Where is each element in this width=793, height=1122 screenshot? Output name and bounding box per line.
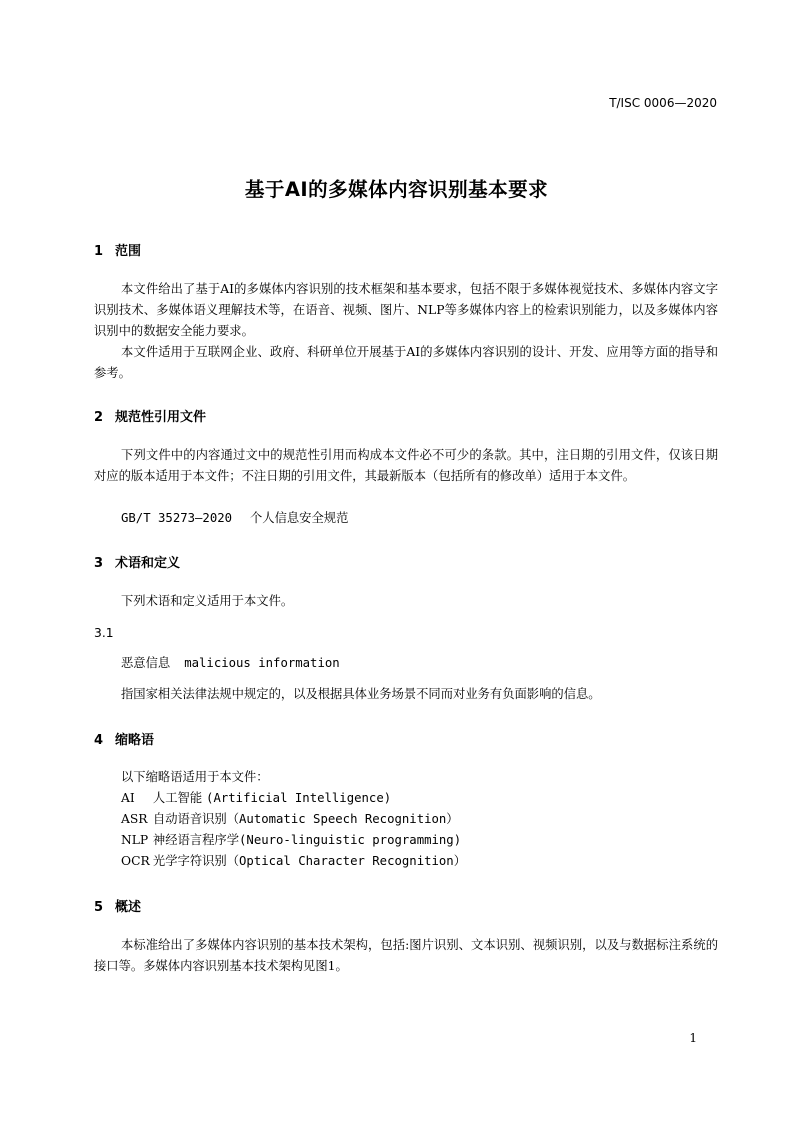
section-number: 2	[94, 410, 104, 425]
section-number: 5	[94, 900, 104, 915]
abbreviation-code: ASR	[121, 812, 148, 826]
abbreviation-chinese: 人工智能	[152, 791, 203, 805]
references-paragraph: 下列文件中的内容通过文中的规范性引用而构成本文件必不可少的条款。其中，注日期的引用文件，仅该日期对应的版本适用于本文件；不注日期的引用文件，其最新版本（包括所有的修改单）适用于本文件。	[94, 448, 718, 483]
term-english: malicious information	[184, 656, 340, 670]
section-heading-scope	[94, 240, 141, 259]
section-title: 规范性引用文件	[115, 410, 207, 425]
term-number: 3.1	[94, 626, 114, 640]
reference-title: 个人信息安全规范	[249, 511, 349, 525]
scope-paragraph-2: 本文件适用于互联网企业、政府、科研单位开展基于AI的多媒体内容识别的设计、开发、应用等方面的指导和参考。	[94, 345, 718, 380]
terms-intro: 下列术语和定义适用于本文件。	[121, 594, 294, 608]
section-number: 3	[94, 556, 104, 571]
section-title: 概述	[115, 900, 142, 915]
abbreviation-english: (Neuro-linguistic programming)	[239, 833, 462, 847]
overview-paragraph: 本标准给出了多媒体内容识别的基本技术架构，包括:图片识别、文本识别、视频识别，以及与数据标注系统的接口等。多媒体内容识别基本技术架构见图1。	[94, 938, 718, 973]
section-heading-abbreviations	[94, 729, 154, 748]
term-chinese: 恶意信息	[121, 656, 171, 670]
abbreviation-item	[121, 788, 391, 809]
abbreviation-chinese: 光学字符识别	[152, 854, 227, 868]
term-entry	[121, 653, 340, 674]
abbreviation-code: AI	[121, 791, 135, 805]
abbreviation-english: (Artificial Intelligence)	[206, 791, 392, 805]
scope-paragraph-1: 本文件给出了基于AI的多媒体内容识别的技术框架和基本要求，包括不限于多媒体视觉技术、多媒体内容文字识别技术、多媒体语义理解技术等，在语音、视频、图片、NLP等多媒体内容上的检索识别能力，以及多媒体内容识别中的数据安全能力要求。	[94, 282, 718, 338]
section-number: 4	[94, 733, 104, 748]
page-number: 1	[689, 1031, 697, 1045]
document-code: T/ISC 0006—2020	[609, 96, 717, 110]
abbreviation-item	[121, 851, 466, 872]
section-heading-normative-references	[94, 406, 206, 425]
section-heading-overview	[94, 896, 141, 915]
section-heading-terms	[94, 552, 180, 571]
abbreviation-chinese: 神经语言程序学	[152, 833, 240, 847]
term-definition: 指国家相关法律法规中规定的，以及根据具体业务场景不同而对业务有负面影响的信息。	[121, 687, 601, 701]
section-title: 术语和定义	[115, 556, 181, 571]
section-title: 范围	[115, 244, 142, 259]
abbreviation-code: OCR	[121, 854, 150, 868]
abbreviation-chinese: 自动语音识别	[152, 812, 227, 826]
reference-code: GB/T 35273—2020	[121, 511, 233, 525]
reference-entry	[121, 508, 348, 529]
document-title: 基于AI的多媒体内容识别基本要求	[244, 178, 549, 201]
abbreviation-english: （Automatic Speech Recognition）	[226, 812, 459, 826]
section-number: 1	[94, 244, 104, 259]
abbreviation-english: （Optical Character Recognition）	[226, 854, 467, 868]
section-title: 缩略语	[115, 733, 155, 748]
abbreviation-item	[121, 809, 459, 830]
abbreviations-intro: 以下缩略语适用于本文件：	[121, 770, 269, 784]
abbreviation-code: NLP	[121, 833, 149, 847]
abbreviation-item	[121, 830, 461, 851]
